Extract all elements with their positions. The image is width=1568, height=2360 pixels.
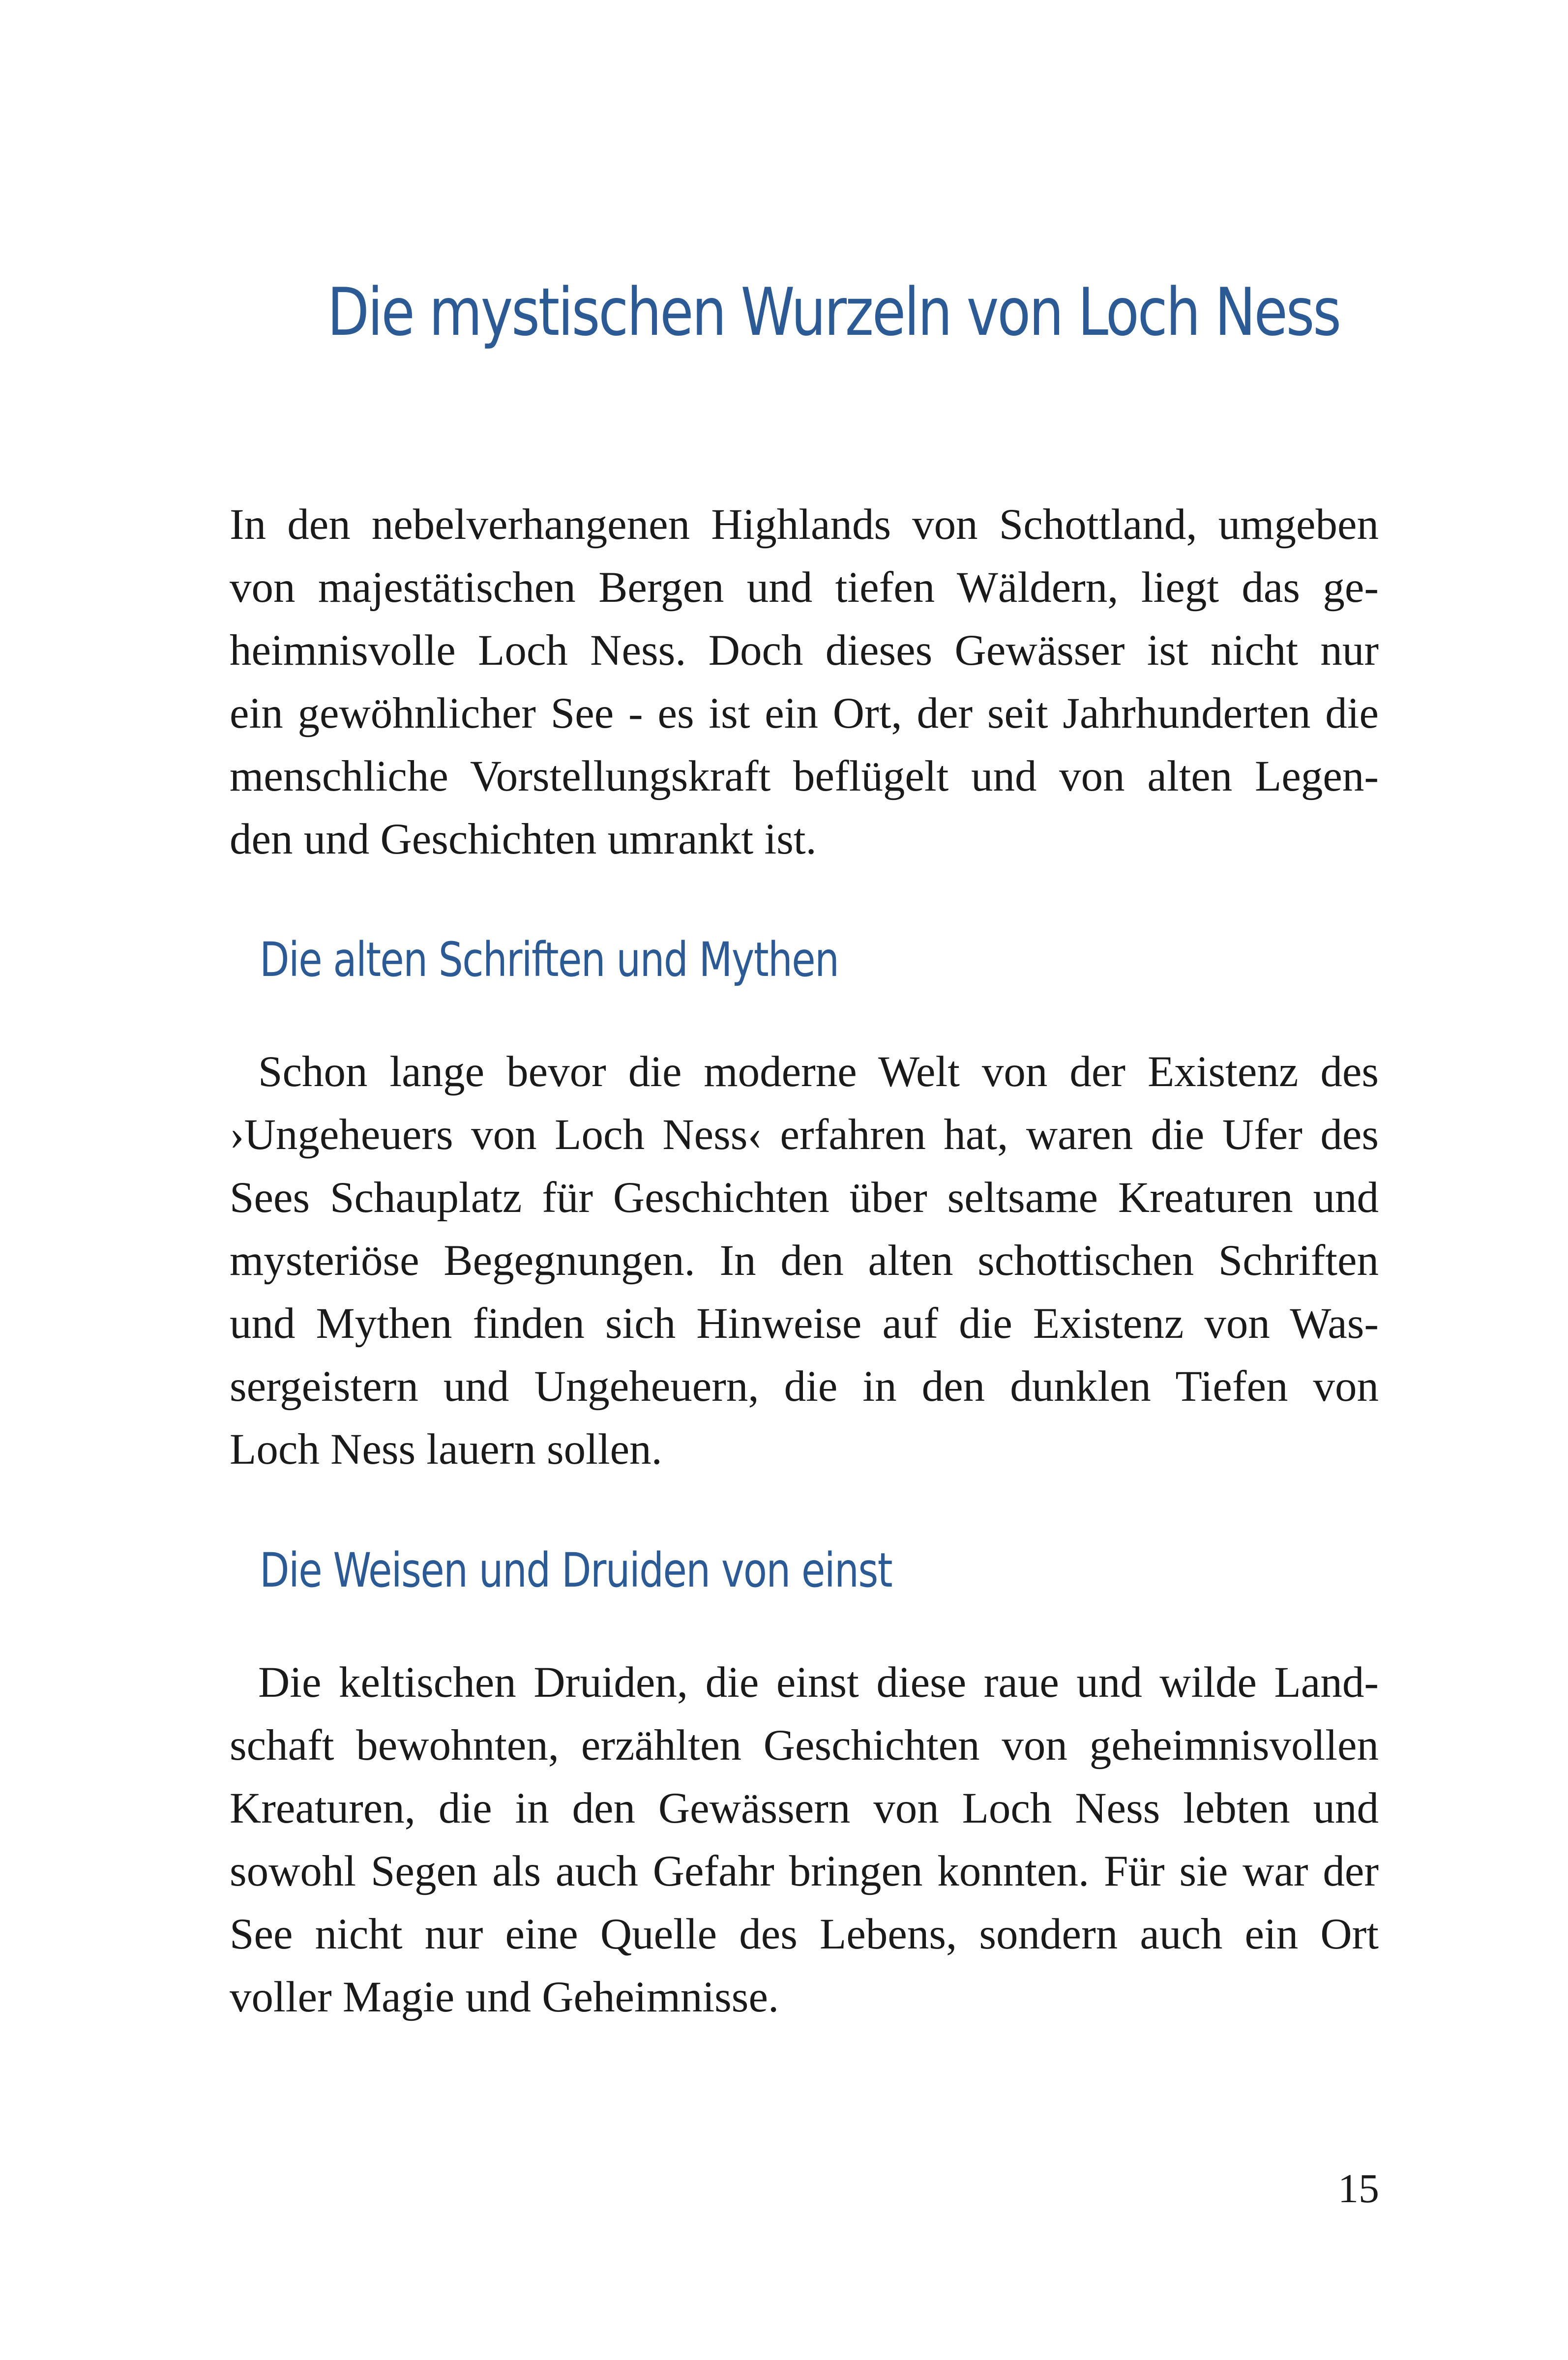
paragraph-line: ›Ungeheuers von Loch Ness‹ erfahren hat, waren die Ufer des: [230, 1111, 1379, 1159]
paragraph-line: den und Geschichten umrankt ist.: [230, 815, 817, 863]
paragraph-line: Kreaturen, die in den Gewässern von Loch Ness lebten und: [230, 1784, 1379, 1832]
paragraph-line: mysteriöse Begegnungen. In den alten schottischen Schriften: [230, 1237, 1379, 1285]
paragraph-line: Sees Schauplatz für Geschichten über seltsame Kreaturen und: [230, 1174, 1379, 1222]
paragraph-line: voller Magie und Geheimnisse.: [230, 1973, 779, 2021]
paragraph-line: heimnisvolle Loch Ness. Doch dieses Gewässer ist nicht nur: [230, 626, 1379, 675]
paragraph-line: menschliche Vorstellungskraft beflügelt und von alten Legen-: [230, 752, 1379, 800]
section-paragraph: [230, 1651, 1379, 2029]
page-number: 15: [1338, 2166, 1379, 2212]
paragraph-line: schaft bewohnten, erzählten Geschichten von geheimnisvollen: [230, 1721, 1379, 1770]
paragraph-line: Loch Ness lauern sollen.: [230, 1425, 662, 1474]
paragraph-line: In den nebelverhangenen Highlands von Schottland, umgeben: [230, 501, 1379, 549]
chapter-title: Die mystischen Wurzeln von Loch Ness: [327, 274, 1340, 351]
paragraph-line: sowohl Segen als auch Gefahr bringen konnten. Für sie war der: [230, 1847, 1379, 1895]
paragraph-line: und Mythen finden sich Hinweise auf die Existenz von Was-: [230, 1299, 1379, 1348]
section-heading: Die Weisen und Druiden von einst: [260, 1543, 892, 1598]
paragraph-line: Die keltischen Druiden, die einst diese raue und wilde Land-: [258, 1658, 1379, 1707]
paragraph-line: ein gewöhnlicher See - es ist ein Ort, der seit Jahrhunderten die: [230, 689, 1379, 738]
section-heading: Die alten Schriften und Mythen: [260, 932, 839, 987]
paragraph-line: sergeistern und Ungeheuern, die in den dunklen Tiefen von: [230, 1362, 1379, 1411]
paragraph-line: Schon lange bevor die moderne Welt von der Existenz des: [258, 1048, 1379, 1096]
paragraph-line: See nicht nur eine Quelle des Lebens, sondern auch ein Ort: [230, 1910, 1379, 1958]
intro-paragraph: [230, 493, 1379, 871]
paragraph-line: von majestätischen Bergen und tiefen Wäldern, liegt das ge-: [230, 563, 1379, 612]
section-paragraph: [230, 1040, 1379, 1481]
